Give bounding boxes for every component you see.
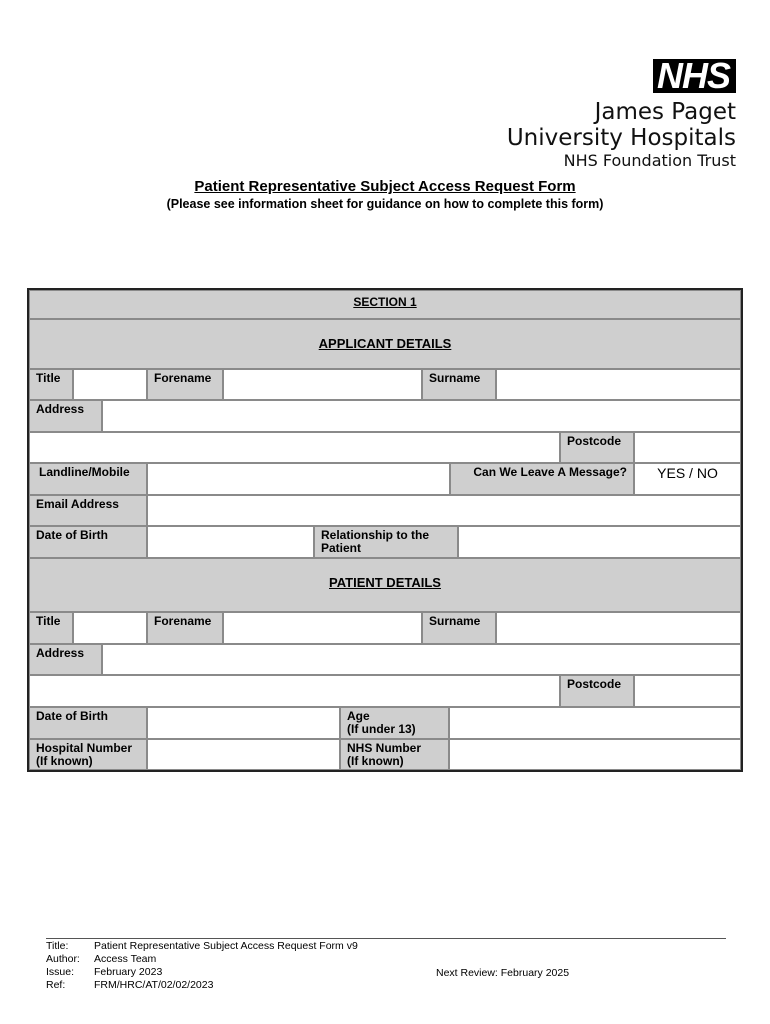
nhs-number-label-line2: (If known) <box>347 754 404 768</box>
org-name-line2: University Hospitals <box>506 125 736 151</box>
hospital-number-input[interactable] <box>147 739 340 770</box>
patient-address-input[interactable] <box>102 644 741 675</box>
relationship-label-line1: Relationship to the <box>321 528 429 542</box>
patient-postcode-label: Postcode <box>560 675 634 707</box>
patient-forename-label: Forename <box>147 612 223 644</box>
form-subtitle: (Please see information sheet for guidance on how to complete this form) <box>166 197 604 211</box>
applicant-surname-label: Surname <box>422 369 496 400</box>
patient-age-label-line1: Age <box>347 709 370 723</box>
next-review-date: Next Review: February 2025 <box>436 967 570 979</box>
organisation-logo <box>506 55 736 171</box>
footer-ref-key: Ref: <box>46 979 66 991</box>
applicant-phone-label: Landline/Mobile <box>29 463 147 495</box>
relationship-label <box>314 526 458 558</box>
applicant-forename-input[interactable] <box>223 369 422 400</box>
footer-title-row <box>46 940 726 953</box>
patient-forename-input[interactable] <box>223 612 422 644</box>
patient-dob-input[interactable] <box>147 707 340 739</box>
applicant-surname-input[interactable] <box>496 369 741 400</box>
applicant-postcode-input[interactable] <box>634 432 741 463</box>
applicant-postcode-label: Postcode <box>560 432 634 463</box>
footer-title-key: Title: <box>46 940 69 952</box>
form-title: Patient Representative Subject Access Request Form <box>194 178 576 195</box>
patient-address-line2-input[interactable] <box>29 675 560 707</box>
patient-age-input[interactable] <box>449 707 741 739</box>
hospital-number-label-line1: Hospital Number <box>36 741 133 755</box>
patient-details-heading: PATIENT DETAILS <box>29 558 741 612</box>
footer-ref-row <box>46 979 726 992</box>
applicant-address-label: Address <box>29 400 102 432</box>
patient-dob-label: Date of Birth <box>29 707 147 739</box>
message-permission-options[interactable]: YES / NO <box>634 463 741 495</box>
hospital-number-label-line2: (If known) <box>36 754 93 768</box>
patient-title-label: Title <box>29 612 73 644</box>
footer-issue-value: February 2023 <box>94 966 163 978</box>
applicant-dob-input[interactable] <box>147 526 314 558</box>
hospital-number-label <box>29 739 147 770</box>
relationship-input[interactable] <box>458 526 741 558</box>
applicant-email-label: Email Address <box>29 495 147 526</box>
footer-ref-value: FRM/HRC/AT/02/02/2023 <box>94 979 214 991</box>
applicant-dob-label: Date of Birth <box>29 526 147 558</box>
footer-issue-key: Issue: <box>46 966 75 978</box>
patient-age-label-line2: (If under 13) <box>347 722 416 736</box>
footer-title-value: Patient Representative Subject Access Request Form v9 <box>94 940 358 952</box>
message-permission-label: Can We Leave A Message? <box>450 463 634 495</box>
access-request-form <box>27 288 743 772</box>
patient-title-input[interactable] <box>73 612 147 644</box>
patient-age-label <box>340 707 449 739</box>
applicant-title-input[interactable] <box>73 369 147 400</box>
patient-surname-label: Surname <box>422 612 496 644</box>
patient-surname-input[interactable] <box>496 612 741 644</box>
applicant-address-input[interactable] <box>102 400 741 432</box>
nhs-number-label <box>340 739 449 770</box>
applicant-details-heading: APPLICANT DETAILS <box>29 319 741 369</box>
nhs-logo: NHS <box>653 59 736 93</box>
patient-address-label: Address <box>29 644 102 675</box>
nhs-number-input[interactable] <box>449 739 741 770</box>
footer-author-key: Author: <box>46 953 80 965</box>
org-name-line1: James Paget <box>594 99 736 125</box>
applicant-email-input[interactable] <box>147 495 741 526</box>
footer-issue-row <box>46 966 726 979</box>
form-header <box>0 178 770 211</box>
footer-author-row <box>46 953 726 966</box>
applicant-address-line2-input[interactable] <box>29 432 560 463</box>
org-name-line3: NHS Foundation Trust <box>563 151 736 170</box>
relationship-label-line2: Patient <box>321 541 362 555</box>
footer-author-value: Access Team <box>94 953 157 965</box>
applicant-phone-input[interactable] <box>147 463 450 495</box>
document-footer <box>46 938 726 992</box>
applicant-title-label: Title <box>29 369 73 400</box>
applicant-forename-label: Forename <box>147 369 223 400</box>
patient-postcode-input[interactable] <box>634 675 741 707</box>
section-heading: SECTION 1 <box>29 290 741 319</box>
nhs-number-label-line1: NHS Number <box>347 741 422 755</box>
